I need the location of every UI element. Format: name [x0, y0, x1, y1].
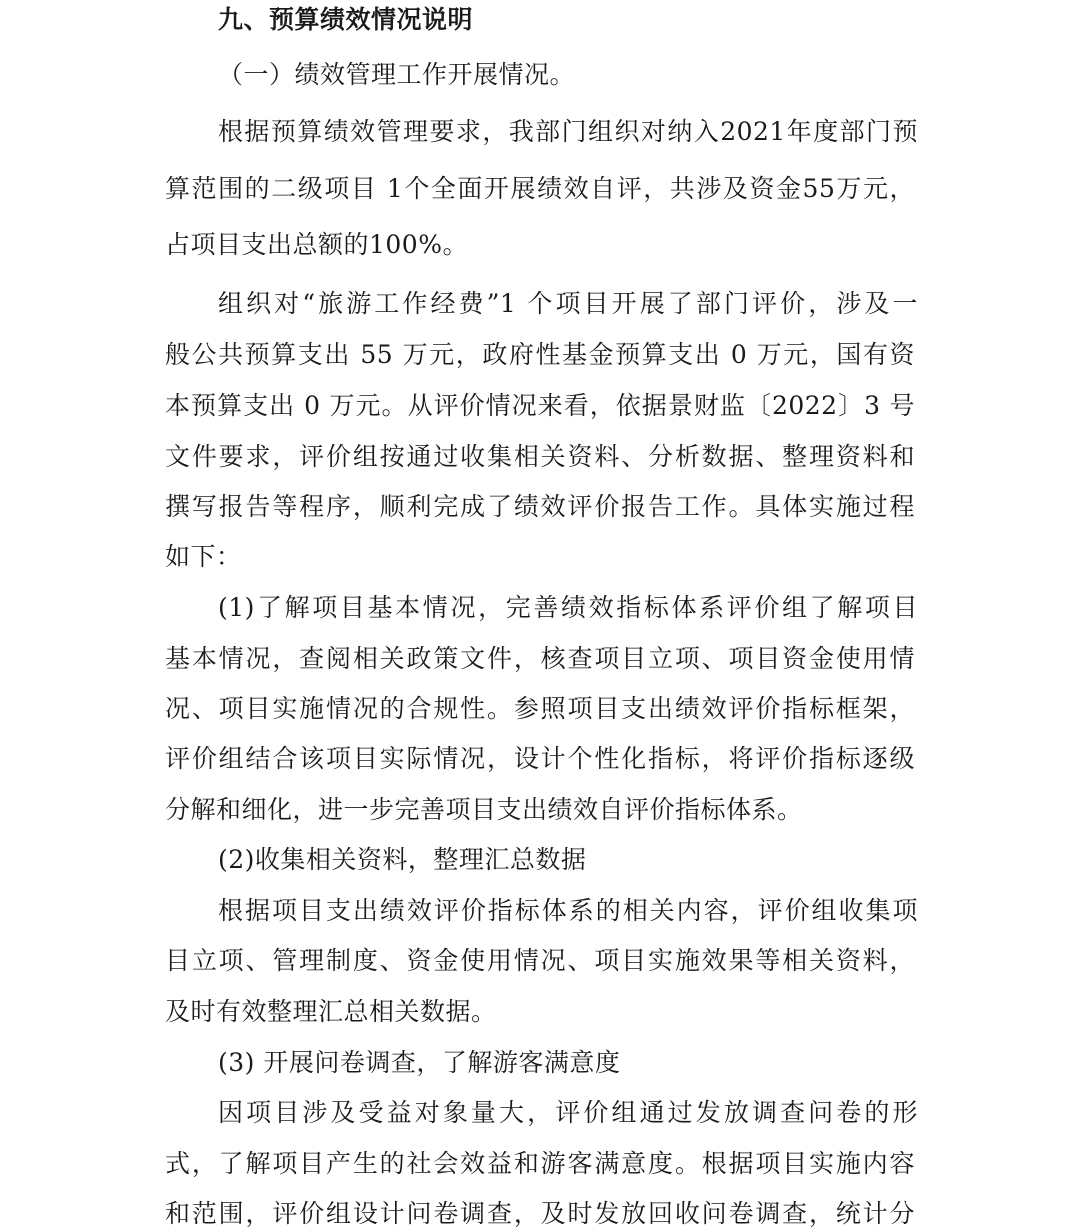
paragraph-line: 撰写报告等程序，顺利完成了绩效评价报告工作。具体实施过程 — [165, 492, 915, 521]
paragraph-line: 评价组结合该项目实际情况，设计个性化指标，将评价指标逐级 — [165, 744, 915, 773]
paragraph-line: 基本情况，查阅相关政策文件，核查项目立项、项目资金使用情 — [165, 644, 915, 673]
paragraph-line: 况、项目实施情况的合规性。参照项目支出绩效评价指标框架， — [165, 694, 915, 723]
paragraph-line: 根据项目支出绩效评价指标体系的相关内容，评价组收集项 — [218, 896, 918, 925]
paragraph-line: 因项目涉及受益对象量大，评价组通过发放调查问卷的形 — [218, 1098, 918, 1127]
paragraph-line: 分解和细化，进一步完善项目支出绩效自评价指标体系。 — [165, 795, 803, 824]
section-heading: 九、预算绩效情况说明 — [218, 5, 474, 34]
paragraph-line: 及时有效整理汇总相关数据。 — [165, 997, 497, 1026]
paragraph-line: 占项目支出总额的100%。 — [165, 230, 468, 259]
sub-heading: （一）绩效管理工作开展情况。 — [218, 60, 576, 89]
paragraph-line: (1)了解项目基本情况，完善绩效指标体系评价组了解项目 — [218, 593, 918, 622]
paragraph-line: 文件要求，评价组按通过收集相关资料、分析数据、整理资料和 — [165, 442, 915, 471]
paragraph-line: 如下： — [165, 542, 242, 571]
paragraph-line: 根据预算绩效管理要求，我部门组织对纳入2021年度部门预 — [218, 117, 918, 146]
paragraph-line: 目立项、管理制度、资金使用情况、项目实施效果等相关资料， — [165, 946, 915, 975]
paragraph-line: 式，了解项目产生的社会效益和游客满意度。根据项目实施内容 — [165, 1149, 915, 1178]
step-heading: (3) 开展问卷调查，了解游客满意度 — [218, 1048, 621, 1077]
paragraph-line: 般公共预算支出 55 万元，政府性基金预算支出 0 万元，国有资 — [165, 340, 915, 369]
paragraph-line: 算范围的二级项目 1个全面开展绩效自评，共涉及资金55万元， — [165, 174, 915, 203]
paragraph-line: 组织对“旅游工作经费”1 个项目开展了部门评价，涉及一 — [218, 289, 918, 318]
paragraph-line: 本预算支出 0 万元。从评价情况来看，依据景财监〔2022〕3 号 — [165, 391, 915, 420]
paragraph-line: 和范围，评价组设计问卷调查，及时发放回收问卷调查，统计分 — [165, 1199, 915, 1228]
step-heading: (2)收集相关资料，整理汇总数据 — [218, 845, 587, 874]
